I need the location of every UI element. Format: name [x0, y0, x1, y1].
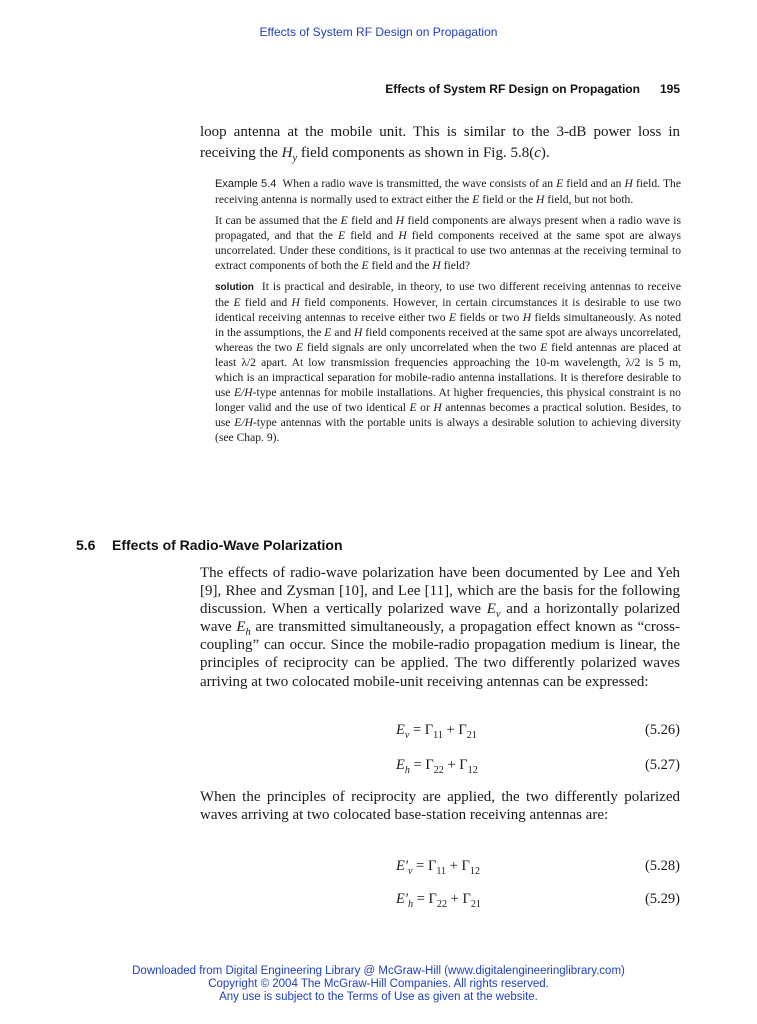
section-number: 5.6 — [76, 537, 96, 553]
example-question: It can be assumed that the E field and H field components are always present when a radio wave is propagated, and that the E field and H field components received at the same spot are always uncorrelated. Under these conditions, is it practical to use two antennas at the receiving terminal to extract components of both the E field and the H field? — [215, 214, 682, 272]
running-title: Effects of System RF Design on Propagation — [385, 82, 640, 96]
reciprocity-paragraph: When the principles of reciprocity are applied, the two differently polarized waves arriving at two colocated base-station receiving antennas are: — [200, 789, 680, 824]
running-head — [200, 82, 680, 96]
equation-5-29: $E'_h = \Gamma_{22} + \Gamma_{21}$ (5.29) — [396, 891, 680, 910]
equation-5-27: $E_h = \Gamma_{22} + \Gamma_{12}$ (5.27) — [396, 757, 680, 776]
example-statement: Example 5.4 When a radio wave is transmitted, the wave consists of an E field and an H field. The receiving antenna is normally used to extract either the E field or the H field, but not both. — [215, 177, 681, 206]
equation-number: (5.29) — [644, 891, 680, 907]
section-heading — [76, 537, 676, 553]
equation-5-28: $E'_v = \Gamma_{11} + \Gamma_{12}$ (5.28) — [396, 858, 680, 877]
equation-number: (5.28) — [644, 858, 680, 874]
footer-terms-link[interactable]: Any use is subject to the Terms of Use as given at the website. — [219, 991, 538, 1003]
example-solution: solution It is practical and desirable, in theory, to use two different receiving antennas to receive the E field and H field components. However, in certain circumstances it is desirable to use two identical receiving antennas to receive either two E fields or two H fields simultaneously. As noted in the assumptions, the E and H field components received at the same spot are always uncorrelated, whereas the two E field signals are only uncorrelated when the two E field antennas are placed at least λ/2 apart. At low transmission frequencies approaching the 10-m wavelength, λ/2 is 5 m, which is an impractical separation for mobile-radio antenna installations. It is therefore desirable to use E/H-type antennas for mobile installations. At higher frequencies, this physical constraint is no longer valid and the use of two identical E or H antennas becomes a practical solution. Besides, to use E/H-type antennas with the portable units is always a desirable solution to achieving diversity (see Chap. 9). — [215, 280, 682, 444]
equation-5-26: $E_v = \Gamma_{11} + \Gamma_{21}$ (5.26) — [396, 722, 680, 741]
equation-number: (5.27) — [644, 757, 680, 773]
footer — [0, 965, 757, 1004]
example-label: Example 5.4 — [215, 178, 277, 190]
equation-number: (5.26) — [644, 722, 680, 738]
example-block — [215, 176, 681, 451]
footer-download-link[interactable]: Downloaded from Digital Engineering Library @ McGraw-Hill (www.digitalengineeringlibrary.com) — [132, 965, 625, 977]
intro-paragraph: loop antenna at the mobile unit. This is similar to the 3-dB power loss in receiving the $H_y$ field components as shown in Fig. 5.8(c). — [200, 124, 680, 164]
top-header-link[interactable]: Effects of System RF Design on Propagation — [259, 25, 498, 39]
polarization-paragraph: The effects of radio-wave polarization have been documented by Lee and Yeh [9], Rhee and Zysman [10], and Lee [11], which are the basis for the following discussion. When a vertically polarized wave $E_v$ and a horizontally polarized wave $E_h$ are transmitted simultaneously, a propagation effect known as “cross-coupling” can occur. Since the mobile-radio propagation medium is linear, the principles of reciprocity can be applied. The two differently polarized waves arriving at two colocated mobile-unit receiving antennas can be expressed: — [200, 565, 680, 690]
solution-label: solution — [215, 282, 254, 293]
footer-copyright: Copyright © 2004 The McGraw-Hill Companies. All rights reserved. — [208, 978, 549, 990]
section-title: Effects of Radio-Wave Polarization — [112, 537, 343, 553]
page-number: 195 — [659, 82, 680, 96]
